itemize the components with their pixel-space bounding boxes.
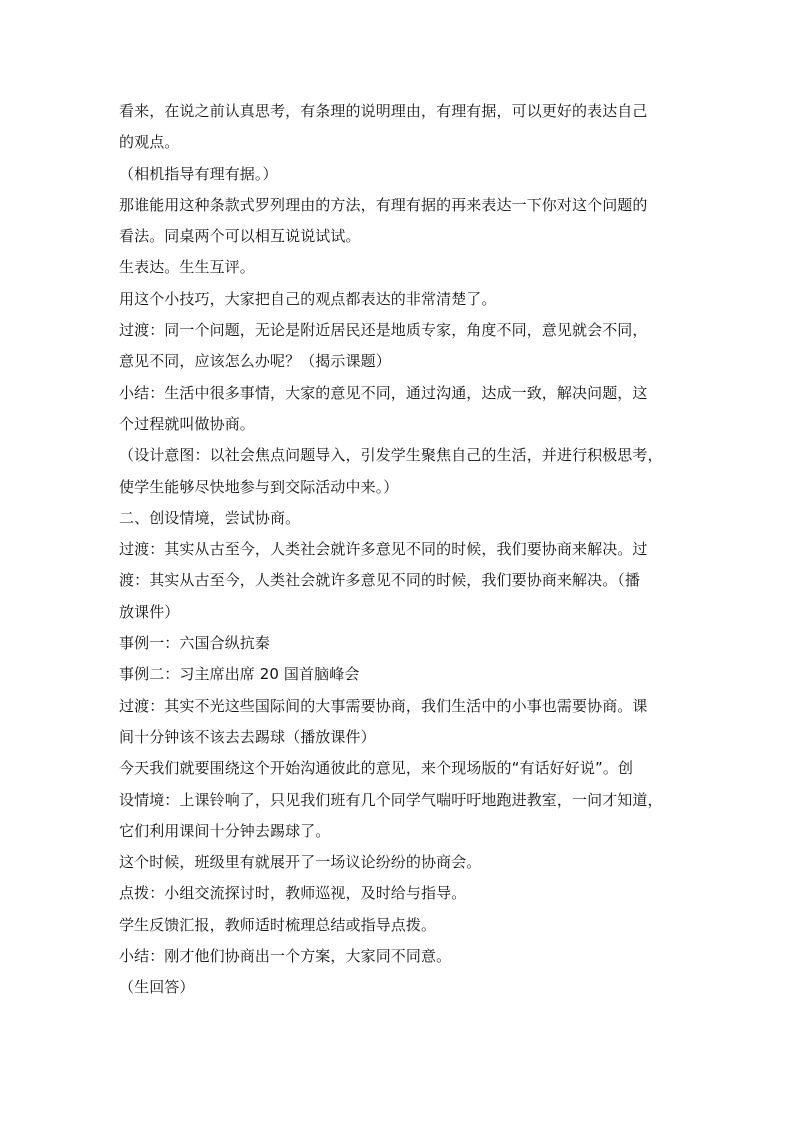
paragraph-line: 学生反馈汇报，教师适时梳理总结或指导点拨。	[119, 915, 437, 934]
paragraph-line: 看来，在说之前认真思考，有条理的说明理由，有理有据，可以更好的表达自己	[119, 102, 648, 120]
paragraph-line: 用这个小技巧，大家把自己的观点都表达的非常清楚了。	[119, 289, 497, 308]
paragraph-line: （相机指导有理有据。）	[119, 164, 278, 183]
paragraph-line: 的观点。	[119, 133, 180, 152]
paragraph-line: 放课件）	[119, 602, 180, 621]
paragraph-line: 过渡：其实不光这些国际间的大事需要协商，我们生活中的小事也需要协商。课	[119, 696, 648, 715]
paragraph-line: （生回答）	[119, 978, 195, 997]
paragraph-line: 点拨：小组交流探讨时，教师巡视，及时给与指导。	[119, 884, 467, 903]
paragraph-line: 意见不同，应该怎么办呢？（揭示课题）	[119, 352, 391, 371]
paragraph-line: 看法。同桌两个可以相互说说试试。	[119, 227, 361, 246]
paragraph-line: 那谁能用这种条款式罗列理由的方法，有理有据的再来表达一下你对这个问题的	[119, 195, 648, 214]
example-line: 事例一：六国合纵抗秦	[119, 634, 271, 653]
paragraph-line: 渡：其实从古至今，人类社会就许多意见不同的时候，我们要协商来解决。（播	[119, 571, 641, 590]
paragraph-line: 小结：生活中很多事情，大家的意见不同，通过沟通，达成一致，解决问题，这	[119, 383, 648, 402]
paragraph-line: 这个时候，班级里有就展开了一场议论纷纷的协商会。	[119, 853, 482, 872]
example-line: 事例二：习主席出席 20 国首脑峰会	[119, 665, 360, 684]
paragraph-line: 它们利用课间十分钟去踢球了。	[119, 821, 331, 840]
paragraph-line: 生表达。生生互评。	[119, 258, 255, 277]
paragraph-line: 使学生能够尽快地参与到交际活动中来。）	[119, 477, 399, 496]
paragraph-line: 个过程就叫做协商。	[119, 414, 255, 433]
paragraph-line: 过渡：其实从古至今，人类社会就许多意见不同的时候，我们要协商来解决。过	[119, 540, 648, 559]
paragraph-line: 设情境：上课铃响了，只见我们班有几个同学气喘吁吁地跑进教室，一问才知道，	[119, 790, 663, 809]
document-body	[119, 96, 681, 1004]
paragraph-line: 小结：刚才他们协商出一个方案，大家同不同意。	[119, 947, 452, 966]
paragraph-line: 间十分钟该不该去去踢球（播放课件）	[119, 727, 376, 746]
paragraph-line: 过渡：同一个问题，无论是附近居民还是地质专家，角度不同，意见就会不同，	[119, 321, 648, 340]
paragraph-line: 今天我们就要围绕这个开始沟通彼此的意见，来个现场版的“有话好好说”。创	[119, 759, 634, 778]
section-heading: 二、创设情境，尝试协商。	[119, 508, 301, 527]
paragraph-line: （设计意图：以社会焦点问题导入，引发学生聚焦自己的生活，并进行积极思考，	[119, 446, 663, 465]
